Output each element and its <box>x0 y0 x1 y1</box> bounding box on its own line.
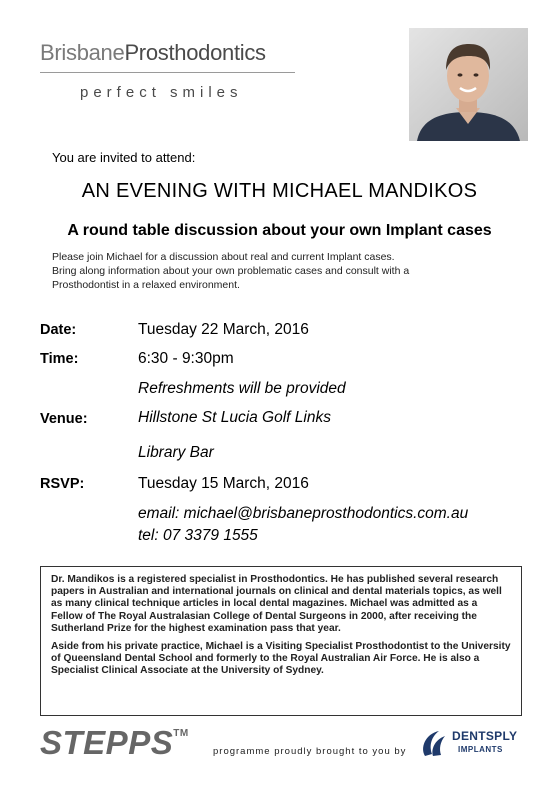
implants-wordmark: IMPLANTS <box>458 745 503 754</box>
bio-paragraph-2: Aside from his private practice, Michael is a Visiting Specialist Prosthodontist to the University of Queensland Dental School and formerly to the Royal Australian Air Force. He is also a Specialist Clinical Associate at the University of Sydney. <box>51 641 511 677</box>
intro-line: Bring along information about your own problematic cases and consult with a <box>52 265 410 277</box>
michael-mandikos-photo <box>409 28 528 141</box>
venue-room: Library Bar <box>138 444 214 461</box>
speaker-bio-box <box>40 566 522 716</box>
time-value: 6:30 - 9:30pm <box>138 350 234 367</box>
rsvp-value: Tuesday 15 March, 2016 <box>138 475 309 492</box>
refreshments-note: Refreshments will be provided <box>138 380 346 397</box>
intro-line: Prosthodontist in a relaxed environment. <box>52 279 240 291</box>
sponsor-credit: programme proudly brought to you by <box>213 746 407 757</box>
tagline: perfect smiles <box>80 84 243 101</box>
intro-paragraph <box>52 250 522 292</box>
stepps-logo <box>40 724 189 762</box>
date-label: Date: <box>40 322 77 338</box>
event-title: AN EVENING WITH MICHAEL MANDIKOS <box>81 180 478 202</box>
time-label: Time: <box>40 351 79 367</box>
venue-label: Venue: <box>40 411 88 427</box>
brisbane-prosthodontics-logo <box>40 40 266 66</box>
intro-line: Please join Michael for a discussion about real and current Implant cases. <box>52 251 395 263</box>
rsvp-email[interactable]: email: michael@brisbaneprosthodontics.com.au <box>138 505 469 522</box>
rsvp-label: RSVP: <box>40 476 85 492</box>
stepps-wordmark: STEPPS <box>40 724 174 761</box>
trademark-mark: TM <box>173 728 189 739</box>
bio-paragraph-1: Dr. Mandikos is a registered specialist in Prosthodontics. He has published several research papers in Australian and international journals on clinical and dental materials topics, as well as many clinical technique articles in local dental magazines. Michael was admitted as a Fellow of The Royal Australasian College of Dental Surgeons in 2000, after receiving the Sutherland Prize for the highest examination pass that year. <box>51 574 502 634</box>
date-value: Tuesday 22 March, 2016 <box>138 321 309 338</box>
invite-line: You are invited to attend: <box>52 150 196 165</box>
logo-divider <box>40 72 295 73</box>
dentsply-wordmark: DENTSPLY <box>452 729 518 743</box>
event-subtitle: A round table discussion about your own Implant cases <box>67 222 492 239</box>
logo-brisbane: Brisbane <box>40 40 125 65</box>
venue-value: Hillstone St Lucia Golf Links <box>138 409 331 426</box>
rsvp-phone[interactable]: tel: 07 3379 1555 <box>138 527 258 544</box>
logo-prosthodontics: Prosthodontics <box>124 40 266 65</box>
